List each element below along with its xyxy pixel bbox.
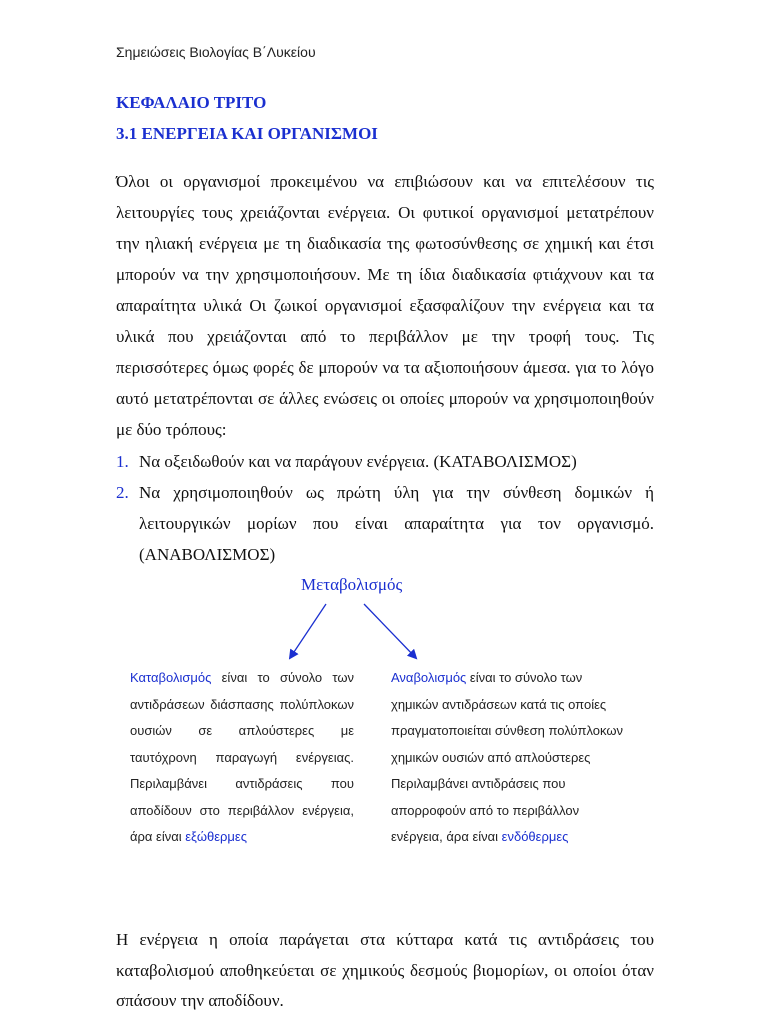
metabolism-diagram-title: Μεταβολισμός [301, 575, 403, 594]
anabolism-text: είναι το σύνολο των χημικών αντιδράσεων κατά τις οποίες πραγματοποιείται σύνθεση πολύπλοκων χημικών ουσιών από απλούστερες Περιλαμβάνει αντιδράσεις που απορροφούν από το περιβάλλον ενέργεια, άρα είναι [391, 670, 624, 844]
numbered-list [116, 446, 654, 570]
arrow-to-catabolism [290, 604, 326, 658]
catabolism-term: Καταβολισμός [130, 670, 212, 685]
diagram-arrows [270, 596, 430, 666]
catabolism-type: εξώθερμες [185, 829, 247, 844]
list-item [116, 446, 654, 477]
list-item-text: Να χρησιμοποιηθούν ως πρώτη ύλη για την σύνθεση δομικών ή λειτουργικών μορίων που είναι απαραίτητα για τον οργανισμό. (ΑΝΑΒΟΛΙΣΜΟΣ) [139, 483, 654, 564]
anabolism-definition [391, 665, 631, 851]
anabolism-term: Αναβολισμός [391, 670, 467, 685]
intro-paragraph: Όλοι οι οργανισμοί προκειμένου να επιβιώσουν και να επιτελέσουν τις λειτουργίες τους χρειάζονται ενέργεια. Οι φυτικοί οργανισμοί μετατρέπουν την ηλιακή ενέργεια με τη διαδικασία της φωτοσύνθεσης σε χημική και έτσι μπορούν να την χρησιμοποιήσουν. Με τη ίδια διαδικασία φτιάχνουν και τα απαραίτητα υλικά Οι ζωικοί οργανισμοί εξασφαλίζουν την ενέργεια και τα υλικά που χρειάζονται από το περιβάλλον με την τροφή τους. Τις περισσότερες όμως φορές δε μπορούν να τα αξιοποιήσουν άμεσα. για το λόγο αυτό μετατρέπονται σε άλλες ενώσεις οι οποίες μπορούν να χρησιμοποιηθούν με δύο τρόπους: [116, 172, 654, 439]
outro-paragraph: Η ενέργεια η οποία παράγεται στα κύτταρα κατά τις αντιδράσεις του καταβολισμού αποθηκεύεται σε χημικούς δεσμούς βιομορίων, οι οποίοι όταν σπάσουν την αποδίδουν. [116, 930, 654, 1010]
anabolism-type: ενδόθερμες [501, 829, 569, 844]
running-header: Σημειώσεις Βιολογίας Β΄Λυκείου [116, 44, 316, 60]
list-item-number: 1. [116, 452, 129, 471]
chapter-title: ΚΕΦΑΛΑΙΟ ΤΡΙΤΟ [116, 93, 267, 112]
list-item [116, 477, 654, 570]
catabolism-text: είναι το σύνολο των αντιδράσεων διάσπασης πολύπλοκων ουσιών σε απλούστερες με ταυτόχρονη παραγωγή ενέργειας. Περιλαμβάνει αντιδράσεις που αποδίδουν στο περιβάλλον ενέργεια, άρα είναι [130, 670, 354, 844]
arrow-to-anabolism [364, 604, 416, 658]
list-item-text: Να οξειδωθούν και να παράγουν ενέργεια. (ΚΑΤΑΒΟΛΙΣΜΟΣ) [139, 452, 577, 471]
section-title: 3.1 ΕΝΕΡΓΕΙΑ ΚΑΙ ΟΡΓΑΝΙΣΜΟΙ [116, 124, 378, 143]
catabolism-definition [130, 665, 354, 851]
list-item-number: 2. [116, 483, 129, 502]
